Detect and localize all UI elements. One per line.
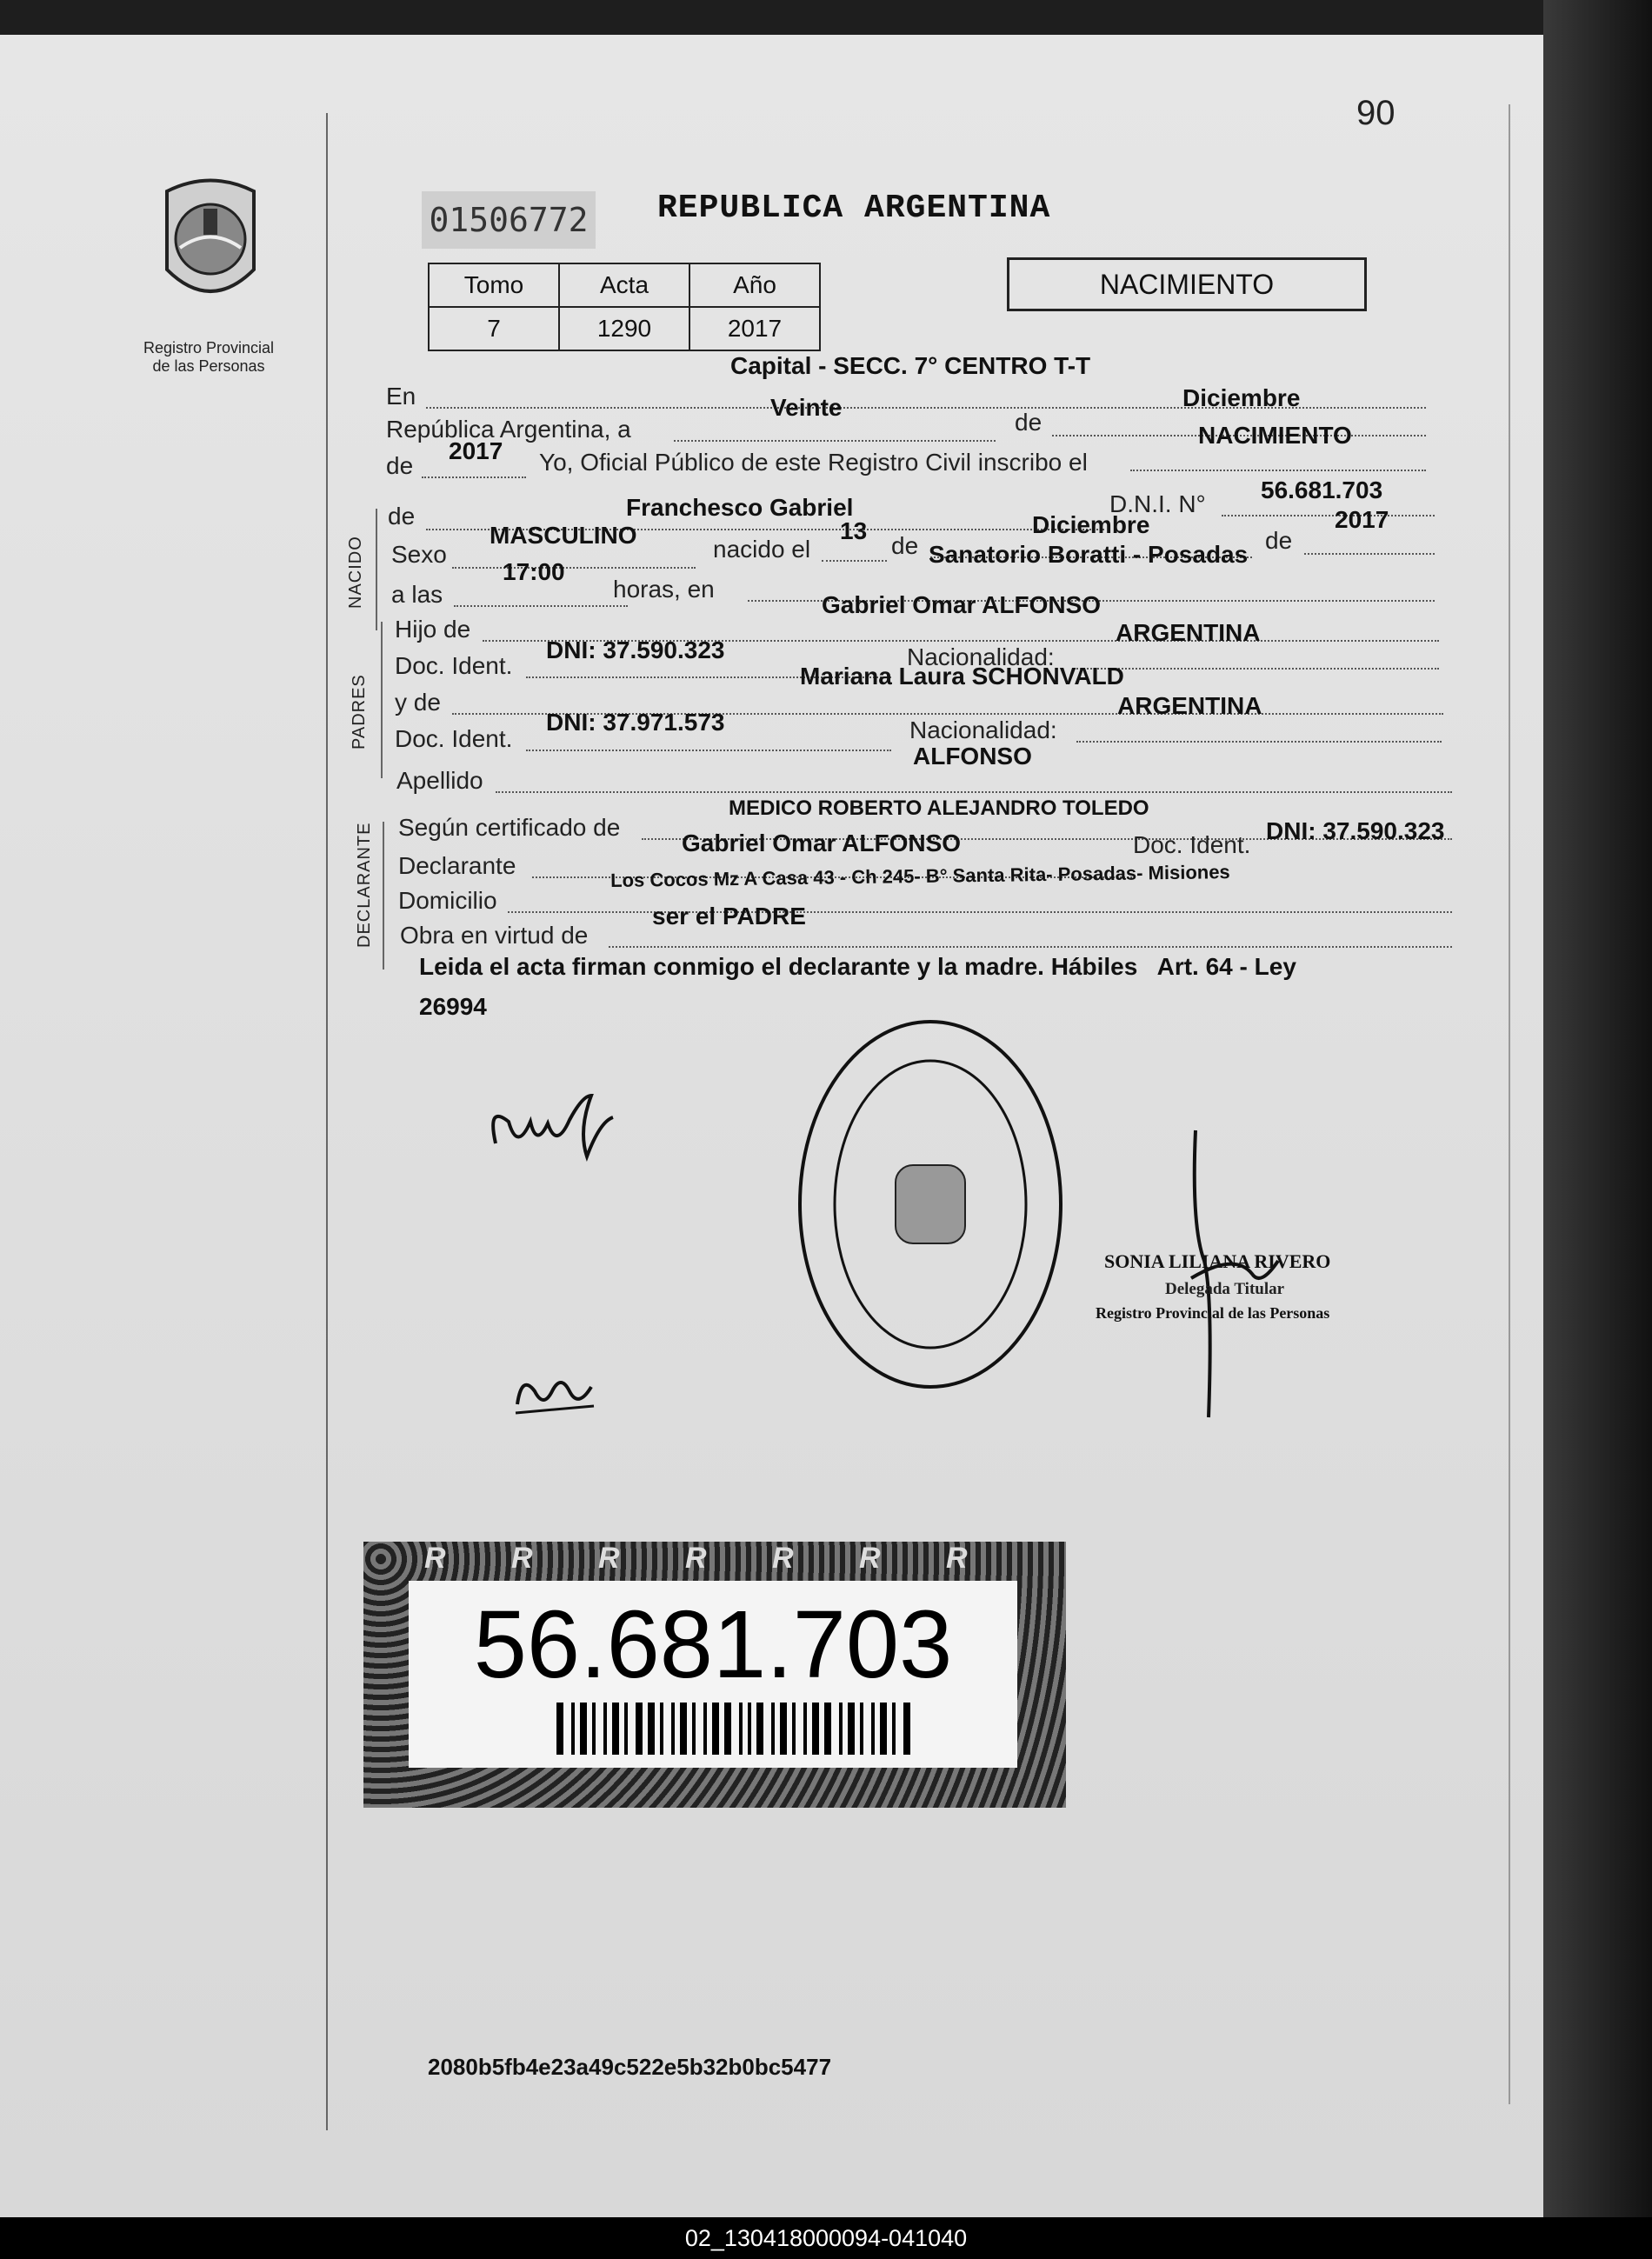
year-of-birth: 2017 <box>1335 506 1389 533</box>
domicilio-value: Los Cocos Mz A Casa 43 - Ch 245- B° Santa Rita- Posadas- Misiones <box>610 861 1230 891</box>
document-hash: 2080b5fb4e23a49c522e5b32b0bc5477 <box>428 2054 832 2080</box>
dni-barcode-sticker <box>363 1542 1066 1808</box>
mother-doc-line <box>526 750 891 751</box>
apellido-label: Apellido <box>396 767 483 794</box>
barcode-bar <box>739 1703 743 1755</box>
nacido-el-label: nacido el <box>713 536 811 563</box>
barcode-bar <box>671 1703 675 1755</box>
province-seal-logo <box>150 165 271 330</box>
barcode-bar <box>580 1703 587 1755</box>
acta-value: 1290 <box>559 307 689 350</box>
serial-number: 01506772 <box>422 191 596 249</box>
image-id-footer: 02_130418000094-041040 <box>0 2217 1652 2259</box>
country-heading: REPUBLICA ARGENTINA <box>657 190 1051 227</box>
hour-line <box>454 605 628 607</box>
newborn-name: Franchesco Gabriel <box>626 494 854 521</box>
mother-nac-label: Nacionalidad: <box>909 716 1057 743</box>
barcode-bar <box>756 1703 763 1755</box>
acta-header: Acta <box>559 263 689 307</box>
mother-doc: DNI: 37.971.573 <box>546 709 725 736</box>
mother-signature <box>509 1361 604 1422</box>
closing-text-line1: Leida el acta firman conmigo el declarante y la madre. Hábiles Art. 64 - Ley <box>419 953 1296 980</box>
barcode-bar <box>780 1703 787 1755</box>
obra-value: ser el PADRE <box>652 903 806 930</box>
official-signature <box>1156 1122 1287 1426</box>
r-mark-1: R <box>424 1542 446 1575</box>
registry-caption-line1: Registro Provincial <box>143 339 275 357</box>
barcode-bar <box>724 1703 731 1755</box>
y-de-label: y de <box>395 689 441 716</box>
barcode-bar <box>648 1703 655 1755</box>
tomo-acta-ano-table <box>428 263 821 351</box>
declarante-doc-label: Doc. Ident. <box>1133 831 1251 858</box>
sexo-line <box>452 567 696 569</box>
nacido-bracket <box>376 509 377 630</box>
de-label: de <box>1015 409 1042 436</box>
dni-line <box>1222 515 1435 516</box>
dni-label: D.N.I. N° <box>1109 490 1206 517</box>
nacido-de-label-3: de <box>1265 527 1293 554</box>
en-value: Capital - SECC. 7° CENTRO T-T <box>730 352 1091 379</box>
page-number: 90 <box>1356 94 1396 132</box>
registry-caption-line2: de las Personas <box>152 357 265 375</box>
barcode-bar <box>839 1703 843 1755</box>
father-nac-line <box>1074 668 1439 670</box>
margin-rule <box>326 113 328 2130</box>
newborn-dni: 56.681.703 <box>1261 476 1383 503</box>
father-doc: DNI: 37.590.323 <box>546 636 725 663</box>
declarante-signature <box>483 1070 630 1183</box>
month-of-birth: Diciembre <box>1032 511 1150 538</box>
barcode-bars <box>556 1703 965 1755</box>
declarante-bracket <box>383 822 384 970</box>
barcode-bar <box>703 1703 707 1755</box>
doctor-name: MEDICO ROBERTO ALEJANDRO TOLEDO <box>729 796 1149 820</box>
barcode-label <box>409 1581 1017 1768</box>
registry-caption <box>130 339 287 376</box>
padres-bracket <box>381 622 383 778</box>
nacido-de-label-2: de <box>891 532 919 559</box>
declarante-section-label: DECLARANTE <box>355 822 374 948</box>
barcode-bar <box>748 1703 751 1755</box>
barcode-bar <box>612 1703 619 1755</box>
en-label: En <box>386 383 416 410</box>
ano-header: Año <box>689 263 820 307</box>
segun-label: Según certificado de <box>398 814 621 841</box>
birth-certificate-page <box>0 35 1543 2217</box>
ano-value: 2017 <box>689 307 820 350</box>
barcode-bar <box>680 1703 687 1755</box>
father-doc-label: Doc. Ident. <box>395 652 513 679</box>
closing-text-line2: 26994 <box>419 993 487 1020</box>
obra-line <box>609 946 1452 948</box>
barcode-bar <box>571 1703 575 1755</box>
right-margin-rule <box>1509 104 1510 2104</box>
table-header-row <box>429 263 820 307</box>
apellido-line <box>496 791 1452 793</box>
domicilio-line <box>508 911 1452 913</box>
barcode-bar <box>903 1703 910 1755</box>
apellido-value: ALFONSO <box>913 743 1032 770</box>
nacido-section-label: NACIDO <box>346 536 365 609</box>
barcode-bar <box>592 1703 596 1755</box>
mother-nac-line <box>1076 741 1442 743</box>
barcode-bar <box>880 1703 887 1755</box>
sexo-value: MASCULINO <box>490 522 637 549</box>
tomo-header: Tomo <box>429 263 559 307</box>
record-type-box: NACIMIENTO <box>1007 257 1367 311</box>
mother-name: Mariana Laura SCHONVALD <box>800 663 1124 690</box>
year-value: 2017 <box>449 437 503 464</box>
sexo-label: Sexo <box>391 541 447 568</box>
barcode-bar <box>871 1703 875 1755</box>
barcode-bar <box>812 1703 819 1755</box>
r-mark-5: R <box>772 1542 794 1575</box>
barcode-bar <box>660 1703 663 1755</box>
day-of-birth-line <box>822 560 887 562</box>
declarante-doc: DNI: 37.590.323 <box>1266 817 1445 844</box>
r-mark-7: R <box>946 1542 968 1575</box>
day-value: Veinte <box>770 394 843 421</box>
day-of-birth: 13 <box>840 517 868 544</box>
mother-doc-label: Doc. Ident. <box>395 725 513 752</box>
de2-label: de <box>386 452 414 479</box>
r-mark-4: R <box>685 1542 707 1575</box>
mother-nationality: ARGENTINA <box>1117 692 1262 719</box>
place-of-birth: Sanatorio Boratti - Posadas <box>929 541 1249 568</box>
republica-label: República Argentina, a <box>386 416 631 443</box>
tomo-value: 7 <box>429 307 559 350</box>
official-name: SONIA LILIANA RIVERO <box>1104 1250 1331 1272</box>
barcode-bar <box>636 1703 643 1755</box>
oficial-text: Yo, Oficial Público de este Registro Civil inscribo el <box>539 449 1088 476</box>
table-value-row <box>429 307 820 350</box>
barcode-bar <box>824 1703 831 1755</box>
barcode-bar <box>624 1703 628 1755</box>
horas-label: horas, en <box>613 576 715 603</box>
hour-value: 17:00 <box>503 558 565 585</box>
obra-label: Obra en virtud de <box>400 922 589 949</box>
father-nac-label: Nacionalidad: <box>907 643 1055 670</box>
alas-label: a las <box>391 581 443 608</box>
hijo-de-label: Hijo de <box>395 616 471 643</box>
background-edge <box>1543 0 1652 2217</box>
barcode-bar <box>712 1703 719 1755</box>
barcode-bar <box>848 1703 855 1755</box>
father-nationality: ARGENTINA <box>1116 619 1261 646</box>
year-line <box>422 476 526 478</box>
padres-section-label: PADRES <box>350 674 369 750</box>
day-line <box>674 440 996 442</box>
month-value: Diciembre <box>1182 384 1301 411</box>
barcode-bar <box>860 1703 863 1755</box>
inscribo-value: NACIMIENTO <box>1198 422 1352 449</box>
official-title: Delegada Titular <box>1165 1280 1285 1298</box>
barcode-bar <box>803 1703 807 1755</box>
r-mark-3: R <box>598 1542 620 1575</box>
barcode-bar <box>792 1703 796 1755</box>
barcode-bar <box>556 1703 563 1755</box>
r-mark-6: R <box>859 1542 881 1575</box>
barcode-number: 56.681.703 <box>473 1591 953 1698</box>
official-stamp <box>783 1009 1078 1400</box>
nacido-de-label: de <box>388 503 416 530</box>
barcode-bar <box>692 1703 696 1755</box>
father-name: Gabriel Omar ALFONSO <box>822 591 1102 618</box>
r-mark-2: R <box>511 1542 533 1575</box>
barcode-bar <box>892 1703 896 1755</box>
official-office: Registro Provincial de las Personas <box>1096 1304 1330 1322</box>
inscribo-line <box>1130 470 1426 471</box>
domicilio-label: Domicilio <box>398 887 497 914</box>
barcode-bar <box>771 1703 775 1755</box>
declarante-name: Gabriel Omar ALFONSO <box>682 830 962 856</box>
declarante-label: Declarante <box>398 852 516 879</box>
barcode-bar <box>603 1703 607 1755</box>
year-of-birth-line <box>1304 553 1435 555</box>
